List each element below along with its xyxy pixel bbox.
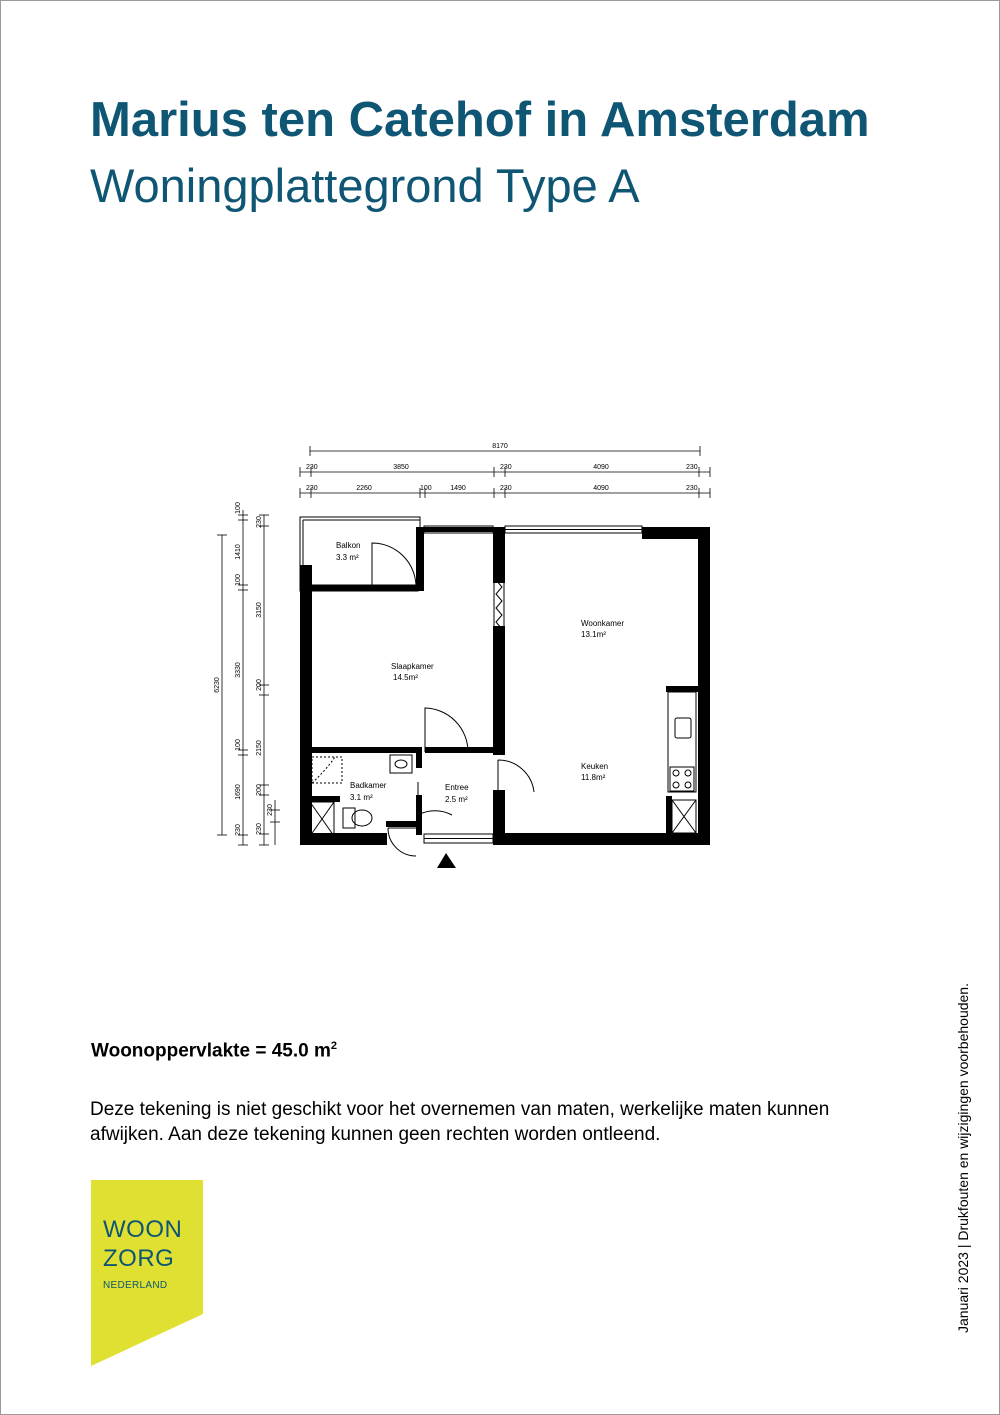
dim-top-r1-3: 4090 — [593, 464, 609, 471]
room-area-balkon: 3.3 m² — [336, 553, 359, 562]
room-area-woonkamer: 13.1m² — [581, 630, 606, 639]
room-name-badkamer: Badkamer — [350, 781, 387, 790]
room-name-balkon: Balkon — [336, 541, 361, 550]
living-area — [91, 1040, 337, 1062]
dim-top-r2-0: 230 — [306, 485, 318, 492]
dim-left-i2: 200 — [256, 679, 263, 691]
room-name-slaapkamer: Slaapkamer — [391, 662, 434, 671]
dim-left-i6: 230 — [267, 804, 274, 816]
dim-top-r2-4: 230 — [500, 485, 512, 492]
logo-shape — [91, 1180, 203, 1366]
dim-top-r1-0: 230 — [306, 464, 318, 471]
dim-top-r2-5: 4090 — [593, 485, 609, 492]
dim-left-o1: 1410 — [235, 544, 242, 560]
dim-left-i4: 200 — [256, 784, 263, 796]
balcony — [300, 517, 420, 591]
logo-text-woon: WOON — [103, 1216, 183, 1243]
dim-left-i3: 2150 — [256, 740, 263, 756]
dim-top-r1-4: 230 — [686, 464, 698, 471]
room-labels — [336, 541, 624, 804]
dim-top-r2-6: 230 — [686, 485, 698, 492]
page-title: Marius ten Catehof in Amsterdam — [90, 93, 870, 147]
woonzorg-logo — [91, 1180, 203, 1366]
living-area-label: Woonoppervlakte = 45.0 m — [91, 1040, 331, 1062]
dim-top-r2-3: 1490 — [450, 485, 466, 492]
vertical-note: Januari 2023 | Drukfouten en wijzigingen voorbehouden. — [955, 983, 971, 1333]
dim-top-r1-1: 3850 — [393, 464, 409, 471]
dim-left-o2: 100 — [235, 574, 242, 586]
dim-left-o4: 100 — [235, 739, 242, 751]
dim-left-total: 6230 — [214, 677, 221, 693]
entrance-arrow-icon — [437, 853, 456, 868]
room-area-keuken: 11.8m² — [581, 773, 606, 782]
dim-top-r2-2: 100 — [420, 485, 432, 492]
room-name-woonkamer: Woonkamer — [581, 619, 624, 628]
room-area-entree: 2.5 m² — [445, 795, 468, 804]
dim-top-total: 8170 — [492, 443, 508, 450]
disclaimer-line-2: afwijken. Aan deze tekening kunnen geen rechten worden ontleend. — [90, 1124, 661, 1145]
logo-text-zorg: ZORG — [103, 1245, 175, 1272]
room-name-entree: Entree — [445, 783, 469, 792]
dim-top-r2-1: 2260 — [356, 485, 372, 492]
floorplan — [200, 430, 740, 880]
room-name-keuken: Keuken — [581, 762, 609, 771]
dim-left-o3: 3330 — [235, 662, 242, 678]
room-area-slaapkamer: 14.5m² — [393, 673, 418, 682]
dim-left-i5: 230 — [256, 823, 263, 835]
logo-text-nederland: NEDERLAND — [103, 1280, 168, 1291]
living-area-unit-sup: 2 — [330, 1040, 337, 1052]
dimension-labels — [214, 443, 698, 836]
dim-left-i1: 3150 — [256, 602, 263, 618]
disclaimer — [90, 1097, 950, 1147]
page-subtitle: Woningplattegrond Type A — [90, 159, 640, 212]
dim-left-o5: 1690 — [235, 784, 242, 800]
dim-left-o0: 100 — [235, 502, 242, 514]
dim-left-i0: 230 — [256, 516, 263, 528]
dim-left-o6: 230 — [235, 824, 242, 836]
disclaimer-line-1: Deze tekening is niet geschikt voor het overnemen van maten, werkelijke maten kunnen — [90, 1099, 830, 1120]
room-area-badkamer: 3.1 m² — [350, 793, 373, 802]
dim-top-r1-2: 230 — [500, 464, 512, 471]
